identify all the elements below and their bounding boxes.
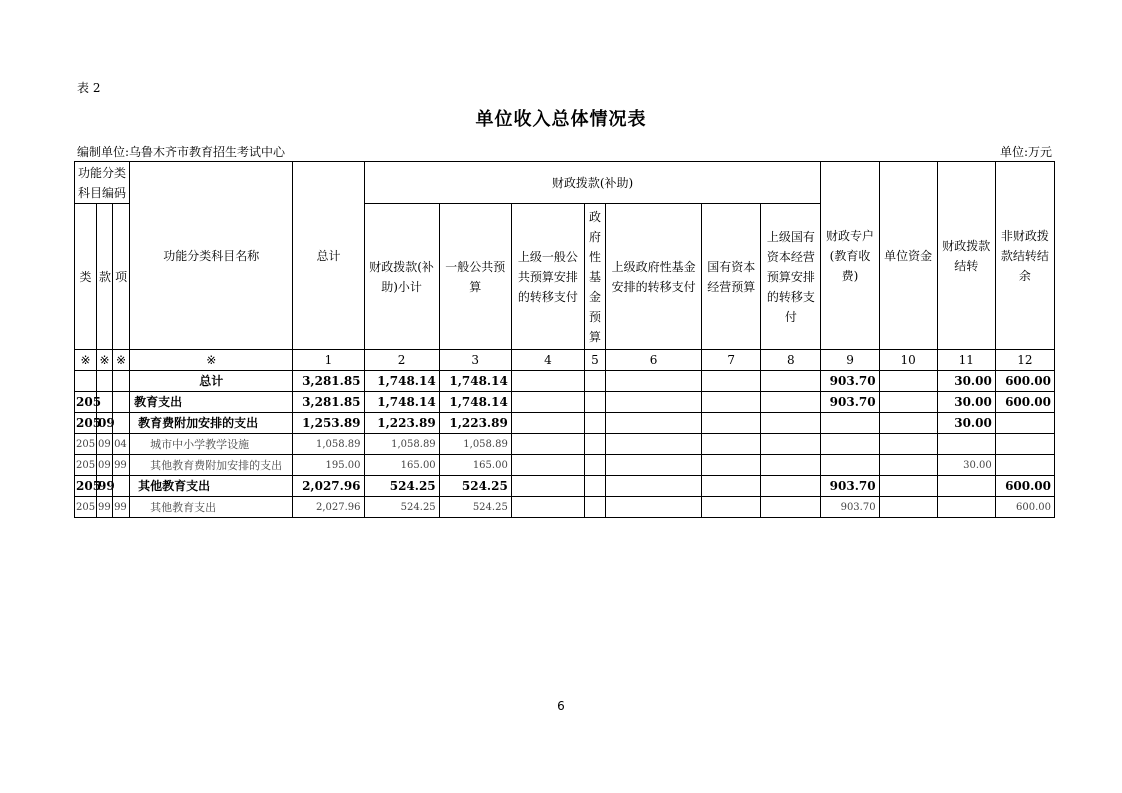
cell-special-fund: 903.70: [821, 497, 879, 518]
header-state-capital-budget: 国有资本经营预算: [702, 204, 761, 350]
cell-state-capital-budget: [702, 371, 761, 392]
cell-state-capital-budget: [702, 497, 761, 518]
header-fiscal-group: 财政拨款(补助): [364, 162, 821, 204]
cell-fiscal-carryover: 30.00: [937, 455, 995, 476]
cell-upper-general-transfer: [511, 371, 584, 392]
index-cell: 12: [995, 350, 1054, 371]
cell-state-capital-budget: [702, 392, 761, 413]
cell-lei: 205: [75, 392, 97, 413]
cell-gov-fund-budget: [584, 392, 605, 413]
cell-nonfiscal-carryover: [995, 413, 1054, 434]
cell-unit-fund: [879, 413, 937, 434]
cell-kuan: 09: [97, 434, 113, 455]
cell-general-budget: 1,748.14: [439, 371, 511, 392]
cell-fiscal-carryover: [937, 434, 995, 455]
cell-gov-fund-budget: [584, 413, 605, 434]
cell-general-budget: 165.00: [439, 455, 511, 476]
cell-xiang: [113, 392, 130, 413]
cell-upper-general-transfer: [511, 392, 584, 413]
cell-kuan: 09: [97, 455, 113, 476]
cell-general-budget: 524.25: [439, 476, 511, 497]
cell-xiang: [113, 371, 130, 392]
cell-upper-gov-fund-transfer: [605, 371, 701, 392]
header-fiscal-carryover: 财政拨款结转: [937, 162, 995, 350]
cell-name: 其他教育费附加安排的支出: [130, 455, 293, 476]
header-special-fund: 财政专户(教育收费): [821, 162, 879, 350]
cell-name: 城市中小学教学设施: [130, 434, 293, 455]
index-cell: 8: [761, 350, 821, 371]
cell-upper-state-capital-transfer: [761, 476, 821, 497]
header-nonfiscal-carryover: 非财政拨款结转结余: [995, 162, 1054, 350]
header-name: 功能分类科目名称: [130, 162, 293, 350]
cell-upper-gov-fund-transfer: [605, 413, 701, 434]
cell-gov-fund-budget: [584, 476, 605, 497]
cell-name: 其他教育支出: [130, 476, 293, 497]
cell-lei: [75, 371, 97, 392]
header-code-group: 功能分类科目编码: [75, 162, 130, 204]
cell-unit-fund: [879, 476, 937, 497]
cell-total: 3,281.85: [293, 371, 364, 392]
cell-upper-state-capital-transfer: [761, 392, 821, 413]
header-general-budget: 一般公共预算: [439, 204, 511, 350]
cell-upper-state-capital-transfer: [761, 371, 821, 392]
cell-nonfiscal-carryover: 600.00: [995, 476, 1054, 497]
cell-fiscal-carryover: [937, 476, 995, 497]
header-xiang: 项: [113, 204, 130, 350]
cell-name: 教育支出: [130, 392, 293, 413]
cell-lei: 205: [75, 434, 97, 455]
unit-label: 单位:万元: [999, 145, 1052, 159]
cell-kuan: 09: [97, 413, 113, 434]
cell-upper-gov-fund-transfer: [605, 497, 701, 518]
cell-xiang: 99: [113, 455, 130, 476]
header-fiscal-subtotal: 财政拨款(补助)小计: [364, 204, 439, 350]
income-summary-table: [74, 161, 1055, 518]
cell-fiscal-carryover: 30.00: [937, 392, 995, 413]
cell-xiang: 04: [113, 434, 130, 455]
cell-general-budget: 1,058.89: [439, 434, 511, 455]
cell-total: 195.00: [293, 455, 364, 476]
cell-upper-general-transfer: [511, 476, 584, 497]
cell-unit-fund: [879, 434, 937, 455]
cell-xiang: 99: [113, 497, 130, 518]
header-upper-general-transfer: 上级一般公共预算安排的转移支付: [511, 204, 584, 350]
cell-special-fund: 903.70: [821, 392, 879, 413]
table-row: [75, 497, 1055, 518]
header-kuan: 款: [97, 204, 113, 350]
index-cell: ※: [130, 350, 293, 371]
index-cell: 6: [605, 350, 701, 371]
index-cell: 1: [293, 350, 364, 371]
cell-upper-general-transfer: [511, 497, 584, 518]
cell-upper-state-capital-transfer: [761, 455, 821, 476]
cell-gov-fund-budget: [584, 434, 605, 455]
cell-fiscal-carryover: 30.00: [937, 371, 995, 392]
table-row: [75, 371, 1055, 392]
cell-nonfiscal-carryover: 600.00: [995, 371, 1054, 392]
cell-fiscal-subtotal: 1,223.89: [364, 413, 439, 434]
cell-fiscal-subtotal: 1,748.14: [364, 371, 439, 392]
cell-state-capital-budget: [702, 434, 761, 455]
cell-state-capital-budget: [702, 455, 761, 476]
cell-fiscal-carryover: [937, 497, 995, 518]
cell-upper-gov-fund-transfer: [605, 476, 701, 497]
table-row: [75, 413, 1055, 434]
cell-unit-fund: [879, 455, 937, 476]
cell-name: 教育费附加安排的支出: [130, 413, 293, 434]
cell-total: 1,058.89: [293, 434, 364, 455]
cell-xiang: [113, 413, 130, 434]
header-upper-state-capital-transfer: 上级国有资本经营预算安排的转移支付: [761, 204, 821, 350]
index-cell: 5: [584, 350, 605, 371]
cell-total: 3,281.85: [293, 392, 364, 413]
table-row: [75, 455, 1055, 476]
cell-gov-fund-budget: [584, 371, 605, 392]
header-unit-fund: 单位资金: [879, 162, 937, 350]
table-row: [75, 434, 1055, 455]
cell-total: 2,027.96: [293, 497, 364, 518]
cell-special-fund: 903.70: [821, 476, 879, 497]
cell-upper-general-transfer: [511, 434, 584, 455]
cell-special-fund: [821, 413, 879, 434]
cell-fiscal-subtotal: 524.25: [364, 476, 439, 497]
index-cell: 10: [879, 350, 937, 371]
table-body: [75, 371, 1055, 518]
cell-special-fund: 903.70: [821, 371, 879, 392]
cell-state-capital-budget: [702, 476, 761, 497]
cell-nonfiscal-carryover: [995, 455, 1054, 476]
cell-lei: 205: [75, 497, 97, 518]
index-cell: 4: [511, 350, 584, 371]
cell-nonfiscal-carryover: 600.00: [995, 497, 1054, 518]
cell-upper-gov-fund-transfer: [605, 455, 701, 476]
cell-gov-fund-budget: [584, 497, 605, 518]
cell-upper-state-capital-transfer: [761, 413, 821, 434]
cell-special-fund: [821, 455, 879, 476]
header-lei: 类: [75, 204, 97, 350]
table-row: [75, 476, 1055, 497]
compiler-label: 编制单位:乌鲁木齐市教育招生考试中心: [77, 145, 286, 159]
cell-upper-gov-fund-transfer: [605, 434, 701, 455]
index-cell: 3: [439, 350, 511, 371]
cell-lei: 205: [75, 476, 97, 497]
cell-upper-general-transfer: [511, 413, 584, 434]
cell-lei: 205: [75, 413, 97, 434]
cell-nonfiscal-carryover: [995, 434, 1054, 455]
cell-upper-general-transfer: [511, 455, 584, 476]
cell-unit-fund: [879, 497, 937, 518]
cell-unit-fund: [879, 392, 937, 413]
table-number: 表 2: [77, 81, 101, 95]
cell-upper-state-capital-transfer: [761, 497, 821, 518]
cell-nonfiscal-carryover: 600.00: [995, 392, 1054, 413]
cell-name: 总计: [130, 371, 293, 392]
cell-fiscal-subtotal: 524.25: [364, 497, 439, 518]
index-cell: 11: [937, 350, 995, 371]
cell-general-budget: 524.25: [439, 497, 511, 518]
header-upper-gov-fund-transfer: 上级政府性基金安排的转移支付: [605, 204, 701, 350]
page-title: 单位收入总体情况表: [475, 109, 647, 130]
index-cell: 2: [364, 350, 439, 371]
cell-general-budget: 1,748.14: [439, 392, 511, 413]
page-number: 6: [557, 699, 565, 713]
cell-name: 其他教育支出: [130, 497, 293, 518]
cell-special-fund: [821, 434, 879, 455]
index-cell: 7: [702, 350, 761, 371]
cell-fiscal-subtotal: 1,058.89: [364, 434, 439, 455]
cell-fiscal-subtotal: 1,748.14: [364, 392, 439, 413]
index-cell: ※: [113, 350, 130, 371]
cell-fiscal-carryover: 30.00: [937, 413, 995, 434]
cell-xiang: [113, 476, 130, 497]
cell-state-capital-budget: [702, 413, 761, 434]
table-row: [75, 392, 1055, 413]
cell-general-budget: 1,223.89: [439, 413, 511, 434]
cell-total: 2,027.96: [293, 476, 364, 497]
header-gov-fund-budget: 政府性基金预算: [584, 204, 605, 350]
cell-gov-fund-budget: [584, 455, 605, 476]
index-cell: ※: [75, 350, 97, 371]
cell-kuan: [97, 371, 113, 392]
cell-unit-fund: [879, 371, 937, 392]
cell-total: 1,253.89: [293, 413, 364, 434]
cell-kuan: 99: [97, 476, 113, 497]
cell-upper-gov-fund-transfer: [605, 392, 701, 413]
cell-upper-state-capital-transfer: [761, 434, 821, 455]
header-total: 总计: [293, 162, 364, 350]
index-cell: 9: [821, 350, 879, 371]
cell-fiscal-subtotal: 165.00: [364, 455, 439, 476]
index-cell: ※: [97, 350, 113, 371]
cell-lei: 205: [75, 455, 97, 476]
cell-kuan: 99: [97, 497, 113, 518]
